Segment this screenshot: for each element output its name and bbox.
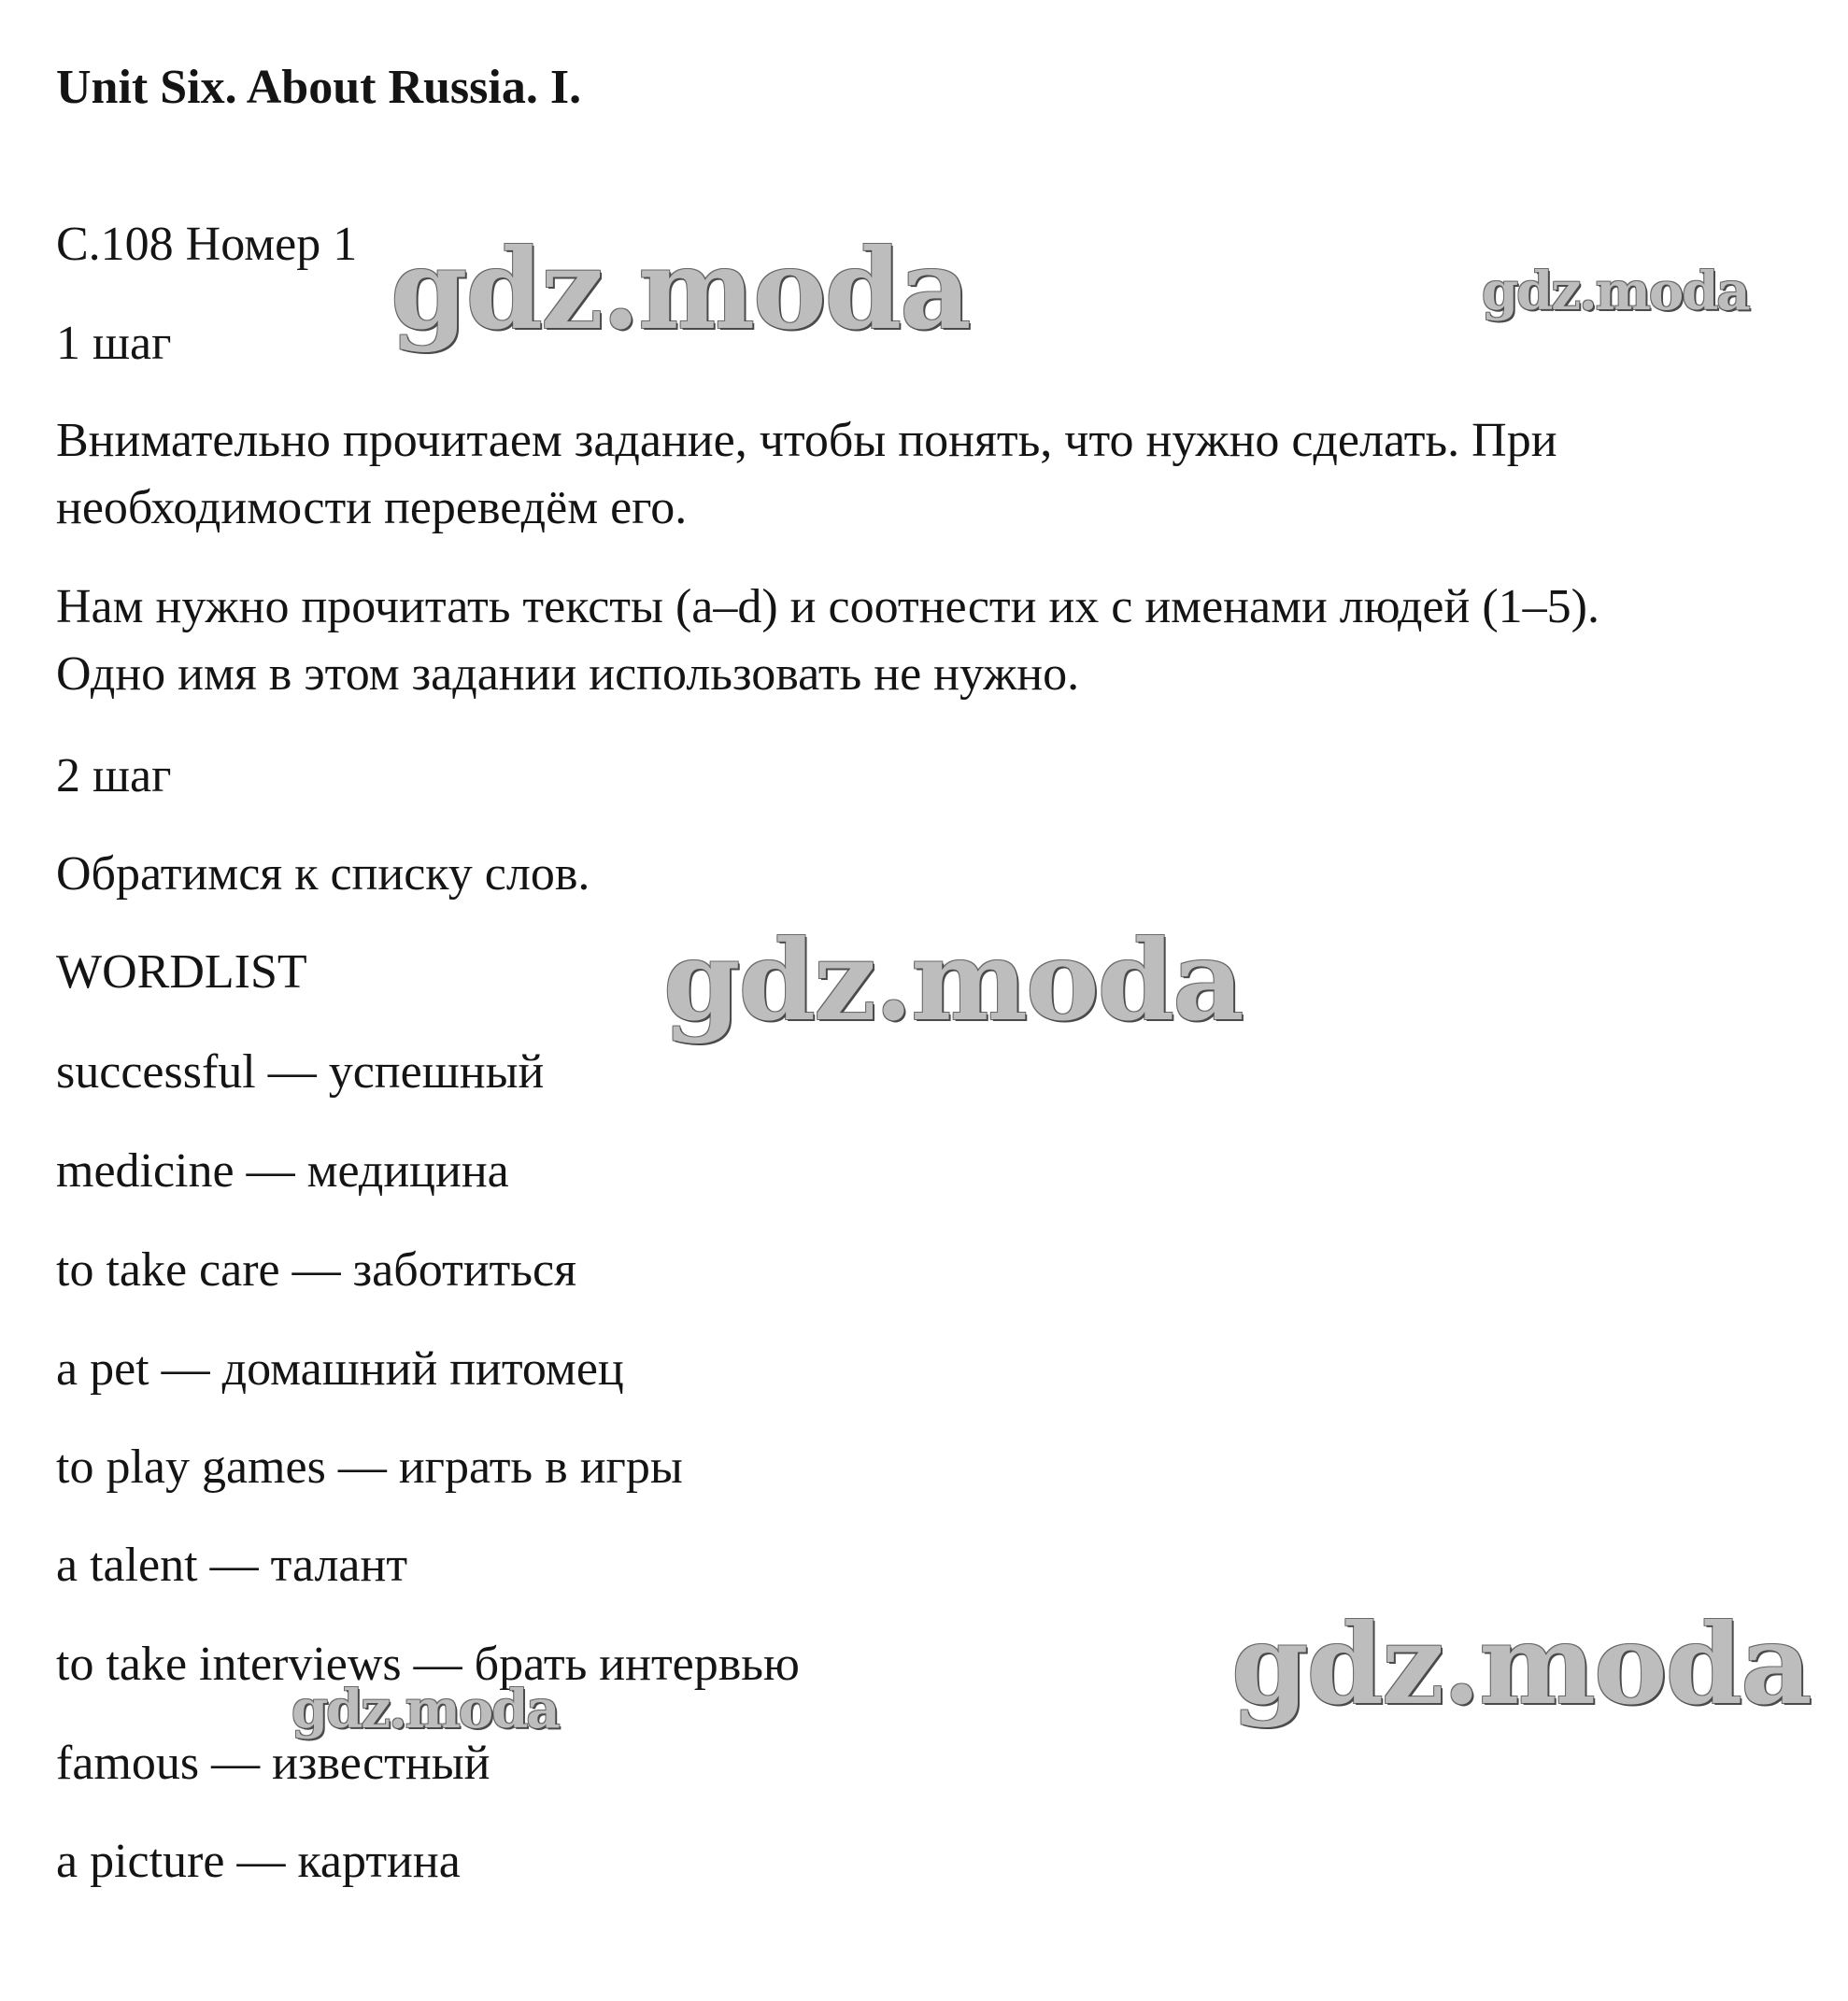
wordlist-item: to take interviews — брать интервью [56,1638,800,1691]
step-label-1: 1 шаг [56,317,172,370]
page-title: Unit Six. About Russia. I. [56,61,582,114]
wordlist-item: a talent — талант [56,1539,408,1592]
wordlist-item: to play games — играть в игры [56,1440,683,1494]
watermark: gdz.moda [1482,261,1749,322]
step-label-2: 2 шаг [56,749,172,802]
task-reference: С.108 Номер 1 [56,218,358,271]
wordlist-item: famous — известный [56,1737,490,1790]
wordlist-title: WORDLIST [56,945,307,999]
step1-paragraph2-line1: Нам нужно прочитать тексты (a–d) и соотнести их с именами людей (1–5). [56,580,1599,633]
watermark: gdz.moda [663,915,1243,1045]
watermark: gdz.moda [391,224,970,354]
watermark: gdz.moda [1231,1599,1811,1729]
wordlist-item: a pet — домашний питомец [56,1342,624,1396]
wordlist-item: a picture — картина [56,1835,461,1888]
step1-paragraph2-line2: Одно имя в этом задании использовать не нужно. [56,647,1080,701]
wordlist-item: successful — успешный [56,1045,545,1099]
step2-paragraph1: Обратимся к списку слов. [56,847,590,901]
step1-paragraph1-line2: необходимости переведём его. [56,481,688,534]
wordlist-item: medicine — медицина [56,1144,509,1198]
watermark: gdz.moda [291,1679,559,1740]
step1-paragraph1-line1: Внимательно прочитаем задание, чтобы понять, что нужно сделать. При [56,414,1557,467]
wordlist-item: to take care — заботиться [56,1243,576,1297]
